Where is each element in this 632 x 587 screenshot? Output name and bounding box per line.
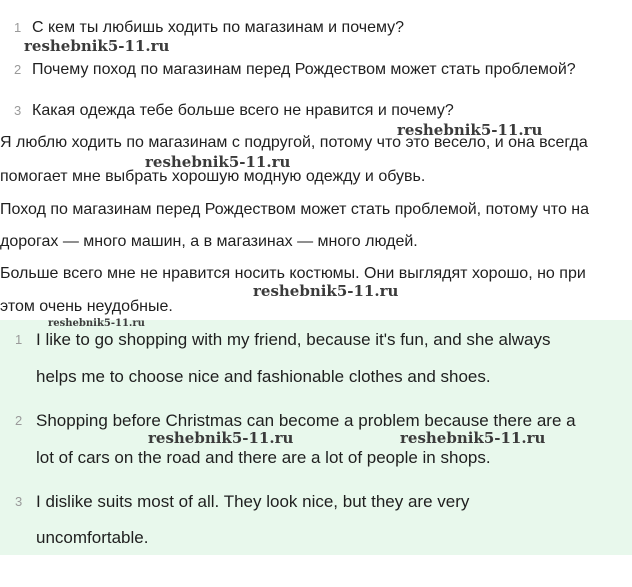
answer-ru-3-line-2: этом очень неудобные. bbox=[0, 298, 173, 315]
question-number: 1 bbox=[14, 20, 22, 35]
question-3 bbox=[14, 101, 454, 121]
watermark: reshebnik5-11.ru bbox=[397, 121, 543, 139]
question-number: 3 bbox=[14, 103, 22, 118]
question-2 bbox=[14, 60, 576, 80]
answer-ru-1-line-1: Я люблю ходить по магазинам с подругой, потому что это весело, и она всегда bbox=[0, 134, 588, 151]
watermark: reshebnik5-11.ru bbox=[24, 37, 170, 55]
watermark: reshebnik5-11.ru bbox=[400, 429, 546, 447]
answer-en-3-line-1: I dislike suits most of all. They look nice, but they are very bbox=[36, 492, 470, 511]
question-text: Какая одежда тебе больше всего не нравится и почему? bbox=[32, 102, 454, 119]
answer-ru-1-line-2: помогает мне выбрать хорошую модную одежду и обувь. bbox=[0, 168, 426, 185]
answer-en-1-line-2: helps me to choose nice and fashionable clothes and shoes. bbox=[36, 367, 491, 386]
question-text: С кем ты любишь ходить по магазинам и почему? bbox=[32, 19, 405, 36]
answer-ru-3-line-1: Больше всего мне не нравится носить костюмы. Они выглядят хорошо, но при bbox=[0, 265, 586, 282]
watermark: reshebnik5-11.ru bbox=[48, 318, 145, 329]
answer-en-2-number: 2 bbox=[15, 413, 23, 428]
answer-en-1-line-1: I like to go shopping with my friend, because it's fun, and she always bbox=[36, 330, 551, 349]
question-1 bbox=[14, 18, 404, 38]
watermark: reshebnik5-11.ru bbox=[148, 429, 294, 447]
answer-en-3-number: 3 bbox=[15, 494, 23, 509]
answer-ru-2-line-2: дорогах — много машин, а в магазинах — много людей. bbox=[0, 233, 418, 250]
answer-en-2-line-1: Shopping before Christmas can become a problem because there are a bbox=[36, 411, 576, 430]
watermark: reshebnik5-11.ru bbox=[253, 282, 399, 300]
answer-en-1-number: 1 bbox=[15, 332, 23, 347]
answer-en-2-line-2: lot of cars on the road and there are a lot of people in shops. bbox=[36, 448, 491, 467]
answer-ru-2-line-1: Поход по магазинам перед Рождеством может стать проблемой, потому что на bbox=[0, 201, 590, 218]
answer-en-3-line-2: uncomfortable. bbox=[36, 528, 149, 547]
question-number: 2 bbox=[14, 62, 22, 77]
watermark: reshebnik5-11.ru bbox=[145, 153, 291, 171]
question-text: Почему поход по магазинам перед Рождеством может стать проблемой? bbox=[32, 61, 576, 78]
